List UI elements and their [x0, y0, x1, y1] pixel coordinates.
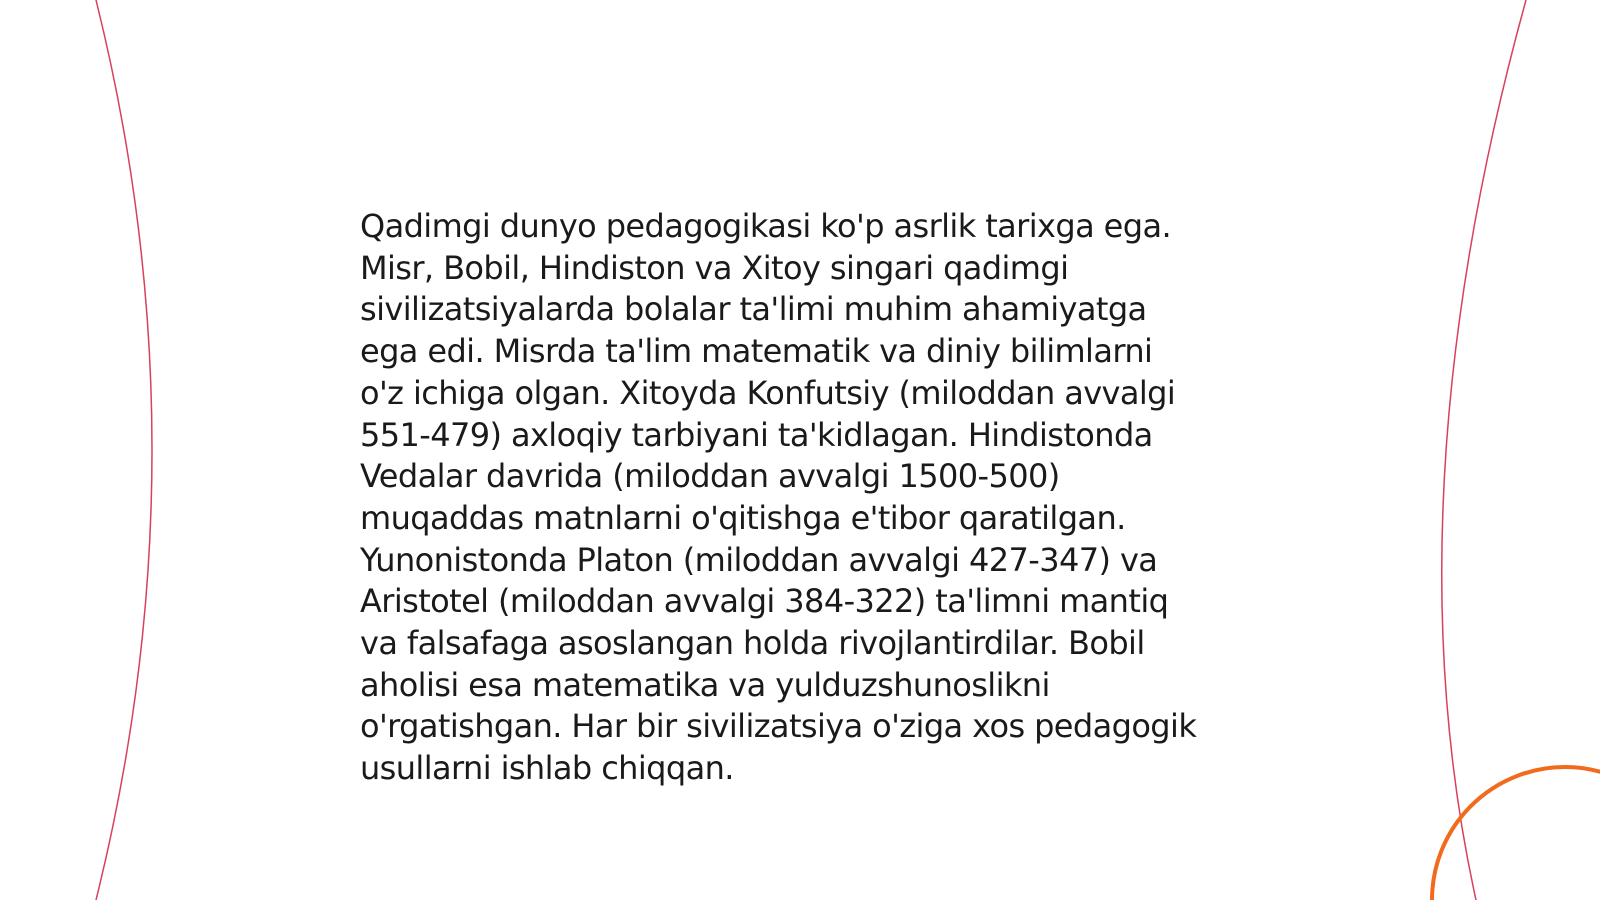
right-curve-line: [1442, 0, 1526, 900]
left-curve-line: [96, 0, 152, 900]
orange-accent-arc: [1432, 767, 1600, 900]
body-paragraph: Qadimgi dunyo pedagogikasi ko'p asrlik tarixga ega. Misr, Bobil, Hindiston va Xitoy singari qadimgi sivilizatsiyalarda bolalar ta'limi muhim ahamiyatga ega edi. Misrda ta'lim matematik va diniy bilimlarni o'z ichiga olgan. Xitoyda Konfutsiy (miloddan avvalgi 551-479) axloqiy tarbiyani ta'kidlagan. Hindistonda Vedalar davrida (miloddan avvalgi 1500-500) muqaddas matnlarni o'qitishga e'tibor qaratilgan. Yunonistonda Platon (miloddan avvalgi 427-347) va Aristotel (miloddan avvalgi 384-322) ta'limni mantiq va falsafaga asoslangan holda rivojlantirdilar. Bobil aholisi esa matematika va yulduzshunoslikni o'rgatishgan. Har bir sivilizatsiya o'ziga xos pedagogik usullarni ishlab chiqqan.: [360, 207, 1197, 788]
